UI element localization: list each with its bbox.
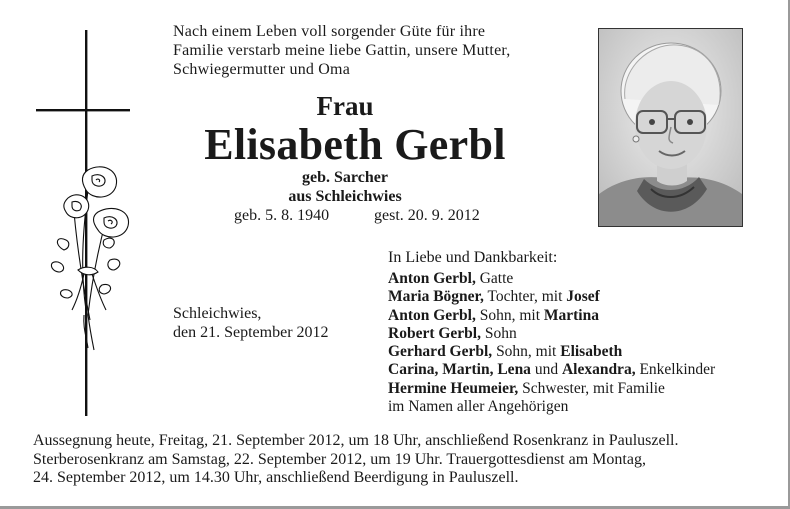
mourner-line [388, 307, 778, 325]
funeral-details [33, 432, 761, 488]
cross-with-roses-icon [28, 30, 148, 416]
mourner-line [388, 325, 778, 343]
mourner-relation: Enkelkinder [635, 361, 716, 379]
funeral-details-line: Aussegnung heute, Freitag, 21. September 2012, um 18 Uhr, anschließend Rosenkranz in Pauluszell. [33, 432, 679, 449]
mourner-relation: im Namen aller Angehörigen [388, 398, 569, 416]
mourner-name: Hermine Heumeier, [388, 379, 519, 397]
mourner-line [388, 398, 778, 416]
mourner-name: Carina, Martin, Lena [388, 361, 531, 379]
mourner-relation: Tochter, mit [483, 288, 567, 306]
portrait-photo [598, 28, 743, 227]
intro-line: Nach einem Leben voll sorgender Güte für ihre [173, 23, 486, 40]
mourner-line [388, 343, 778, 361]
funeral-details-line: Sterberosenkranz am Samstag, 22. September 2012, um 19 Uhr. Trauergottesdienst am Montag, [33, 450, 646, 468]
mourners-intro: In Liebe und Dankbarkeit: [388, 249, 558, 266]
mourner-name: Alexandra, [561, 361, 636, 379]
mourner-relation: Sohn, mit [492, 343, 561, 361]
mourner-name: Martina [543, 306, 599, 324]
funeral-details-line: 24. September 2012, um 14.30 Uhr, anschließend Beerdigung in Pauluszell. [33, 469, 519, 486]
mourner-line [388, 270, 778, 288]
place-and-date [173, 304, 373, 342]
place-of-origin: aus Schleichwies [288, 188, 402, 205]
mourner-name: Anton Gerbl, [388, 270, 476, 287]
maiden-name: geb. Sarcher [302, 169, 388, 186]
honorific: Frau [316, 91, 374, 121]
mourner-relation: Gatte [475, 270, 514, 287]
mourner-name: Anton Gerbl, [388, 306, 476, 324]
mourner-name: Josef [566, 288, 600, 306]
mourner-relation: Sohn [480, 324, 517, 342]
mourner-name: Elisabeth [560, 343, 623, 361]
mourners-list [388, 270, 778, 416]
mourner-name: Gerhard Gerbl, [388, 343, 493, 361]
intro-line: Schwiegermutter und Oma [173, 61, 350, 78]
intro-text [173, 22, 573, 79]
mourner-relation: und [530, 361, 562, 379]
mourner-relation: Sohn, mit [475, 306, 544, 324]
mourner-line [388, 380, 778, 398]
mourner-name: Robert Gerbl, [388, 324, 481, 342]
notice-date: den 21. September 2012 [173, 324, 329, 341]
birth-date: geb. 5. 8. 1940 [234, 207, 330, 224]
intro-line: Familie verstarb meine liebe Gattin, unsere Mutter, [173, 42, 511, 59]
mourner-name: Maria Bögner, [388, 288, 484, 306]
mourner-line [388, 288, 778, 306]
death-date: gest. 20. 9. 2012 [374, 207, 480, 224]
mourner-relation: Schwester, mit Familie [518, 379, 665, 397]
place: Schleichwies, [173, 305, 262, 322]
portrait-image [599, 29, 742, 226]
mourner-line [388, 361, 778, 379]
deceased-name: Elisabeth Gerbl [204, 120, 506, 169]
